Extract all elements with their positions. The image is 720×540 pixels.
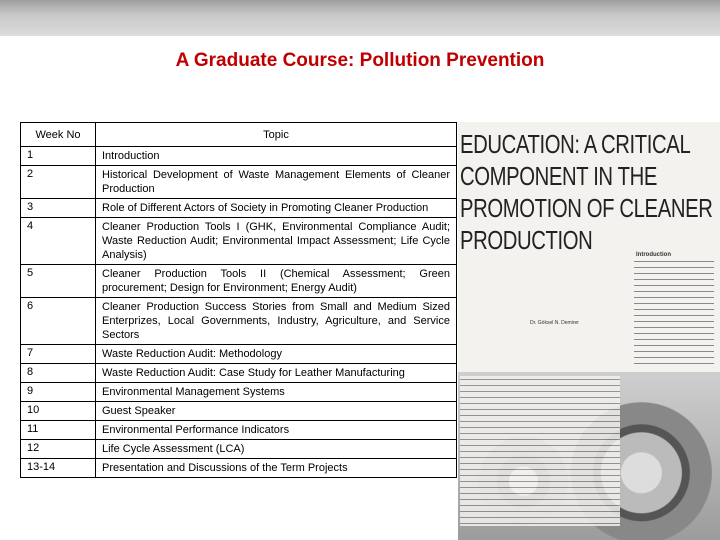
week-number-cell: 6 (21, 298, 96, 345)
week-number-cell: 13-14 (21, 459, 96, 478)
table-row (21, 218, 457, 265)
table-row (21, 345, 457, 364)
week-number-cell: 8 (21, 364, 96, 383)
week-number-cell: 5 (21, 265, 96, 298)
table-row (21, 383, 457, 402)
article-text-block (634, 258, 714, 368)
week-number-cell: 4 (21, 218, 96, 265)
table-row (21, 421, 457, 440)
table-row (21, 147, 457, 166)
week-number-cell: 12 (21, 440, 96, 459)
article-body-text (460, 376, 620, 526)
table-header-row (21, 123, 457, 147)
topic-cell: Cleaner Production Tools I (GHK, Environmental Compliance Audit; Waste Reduction Audit; Environmental Impact Assessment; Life Cycle Analysis) (96, 218, 457, 265)
slide-title: A Graduate Course: Pollution Prevention (175, 50, 545, 71)
topic-cell: Waste Reduction Audit: Case Study for Leather Manufacturing (96, 364, 457, 383)
table-row (21, 459, 457, 478)
week-number-cell: 7 (21, 345, 96, 364)
topic-cell: Environmental Management Systems (96, 383, 457, 402)
header-week: Week No (21, 123, 96, 147)
table-row (21, 166, 457, 199)
table-row (21, 440, 457, 459)
topic-cell: Waste Reduction Audit: Methodology (96, 345, 457, 364)
topic-cell: Environmental Performance Indicators (96, 421, 457, 440)
topic-cell: Presentation and Discussions of the Term Projects (96, 459, 457, 478)
topic-cell: Role of Different Actors of Society in Promoting Cleaner Production (96, 199, 457, 218)
week-number-cell: 2 (21, 166, 96, 199)
topic-cell: Cleaner Production Tools II (Chemical Assessment; Green procurement; Design for Environment; Energy Audit) (96, 265, 457, 298)
article-author: Dr. Göksel N. Demirer (530, 320, 579, 326)
week-number-cell: 11 (21, 421, 96, 440)
topic-cell: Life Cycle Assessment (LCA) (96, 440, 457, 459)
table-row (21, 265, 457, 298)
article-headline: EDUCATION: A CRITICAL COMPONENT IN THE PROMOTION OF CLEANER PRODUCTION (460, 129, 713, 255)
topic-cell: Historical Development of Waste Management Elements of Cleaner Production (96, 166, 457, 199)
header-topic: Topic (96, 123, 457, 147)
week-number-cell: 1 (21, 147, 96, 166)
table-row (21, 364, 457, 383)
table-row (21, 402, 457, 421)
table-row (21, 298, 457, 345)
table-row (21, 199, 457, 218)
article-clipping-image (458, 122, 720, 540)
week-number-cell: 3 (21, 199, 96, 218)
topic-cell: Guest Speaker (96, 402, 457, 421)
week-number-cell: 9 (21, 383, 96, 402)
course-schedule-table (20, 122, 457, 478)
week-number-cell: 10 (21, 402, 96, 421)
article-section-label: Introduction (636, 252, 671, 258)
header-bar (0, 0, 720, 36)
topic-cell: Introduction (96, 147, 457, 166)
topic-cell: Cleaner Production Success Stories from Small and Medium Sized Enterprizes, Local Governments, Industry, Agriculture, and Service Sectors (96, 298, 457, 345)
